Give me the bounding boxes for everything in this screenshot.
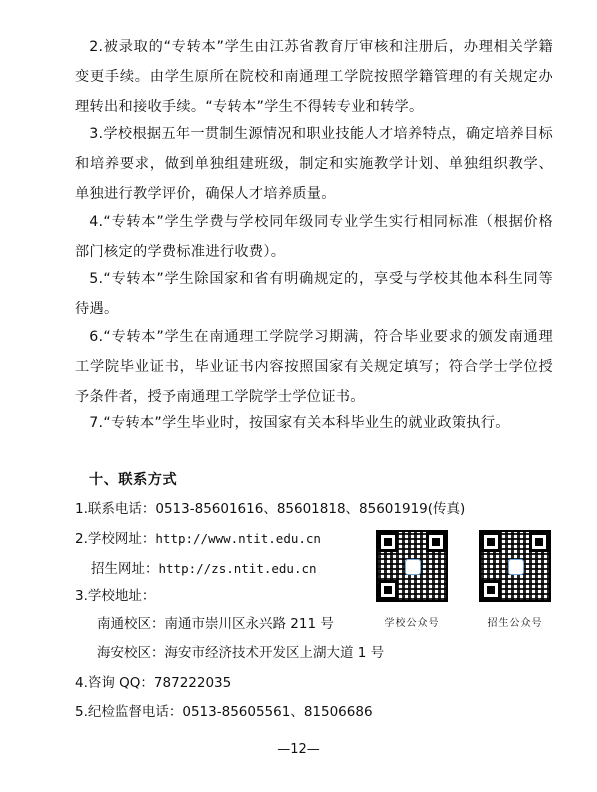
paragraph-7: 7.“专转本”学生毕业时，按国家有关本科毕业生的就业政策执行。 — [89, 415, 510, 431]
campus-haian: 海安校区：海安市经济技术开发区上湖大道 1 号 — [97, 645, 385, 661]
qr-label: 招生公众号 — [487, 618, 543, 629]
paragraph-2: 2.被录取的“专转本”学生由江苏省教育厅审核和注册后，办理相关学籍变更手续。由学生原所在院校和南通理工学院按照学籍管理的有关规定办理转出和接收手续。“专转本”学生不得转专业和转学。 — [75, 39, 553, 115]
contact-admission-website — [91, 559, 317, 579]
website-label: 2.学校网址： — [75, 531, 156, 547]
paragraph-6: 6.“专转本”学生在南通理工学院学习期满，符合毕业要求的颁发南通理工学院毕业证书，毕业证书内容按照国家有关规定填写；符合学士学位授予条件者，授予南通理工学院学士学位证书。 — [75, 329, 553, 405]
qr-school — [372, 530, 452, 629]
admission-label: 招生网址： — [91, 561, 159, 577]
contact-phone: 1.联系电话：0513-85601616、85601818、85601919(传真) — [75, 501, 466, 517]
section-heading-contact: 十、联系方式 — [89, 472, 178, 488]
qr-label: 学校公众号 — [384, 618, 440, 629]
qr-code-icon — [376, 530, 448, 602]
website-link[interactable]: http://www.ntit.edu.cn — [155, 531, 321, 546]
admission-link[interactable]: http://zs.ntit.edu.cn — [158, 561, 317, 576]
campus-nantong: 南通校区：南通市崇川区永兴路 211 号 — [97, 616, 334, 632]
qr-admissions — [475, 530, 555, 629]
page-number: —12— — [277, 742, 320, 757]
qr-code-icon — [479, 530, 551, 602]
paragraph-5: 5.“专转本”学生除国家和省有明确规定的，享受与学校其他本科生同等待遇。 — [75, 271, 553, 317]
contact-address-label: 3.学校地址： — [75, 588, 156, 604]
paragraph-3: 3.学校根据五年一贯制生源情况和职业技能人才培养特点，确定培养目标和培养要求，做到单独组建班级，制定和实施教学计划、单独组织教学、单独进行教学评价，确保人才培养质量。 — [75, 126, 553, 202]
contact-website — [75, 529, 321, 549]
paragraph-4: 4.“专转本”学生学费与学校同年级同专业学生实行相同标准（根据价格部门核定的学费标准进行收费）。 — [75, 214, 553, 260]
contact-discipline-phone: 5.纪检监督电话：0513-85605561、81506686 — [75, 704, 373, 720]
contact-qq: 4.咨询 QQ：787222035 — [75, 675, 232, 691]
